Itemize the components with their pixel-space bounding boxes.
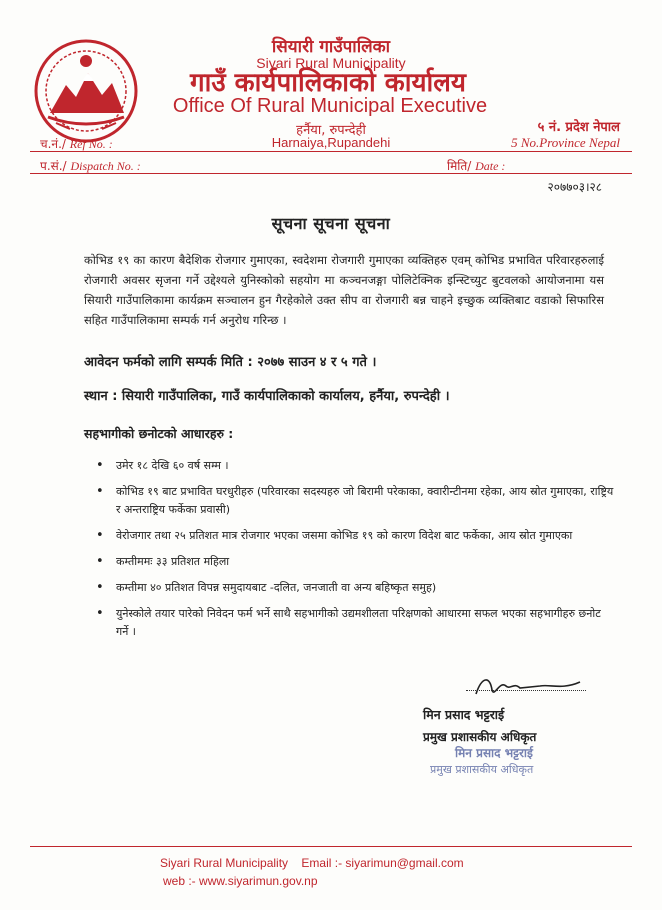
date-label-english: Date : [475, 159, 506, 173]
list-item: • कम्तीममः ३३ प्रतिशत महिला [96, 553, 616, 571]
date-label-nepali: मिति/ [447, 159, 472, 173]
dispatch-number-label [40, 157, 141, 174]
list-item: • वेरोजगार तथा २५ प्रतिशत मात्र रोजगार भएका जसमा कोभिड १९ को कारण विदेश बाट फर्केका, आय स्रोत गुमाएका [96, 527, 616, 545]
date-label [447, 157, 505, 174]
list-item: • कम्तीमा ४० प्रतिशत विपन्न समुदायबाट -दलित, जनजाती वा अन्य बहिष्कृत समुह) [96, 579, 616, 597]
footer-divider [30, 846, 632, 847]
letter-date: २०७७०३।२८ [547, 180, 602, 194]
signatory-title: प्रमुख प्रशासकीय अधिकृत [423, 730, 537, 744]
footer-email-link[interactable]: siyarimun@gmail.com [345, 856, 464, 870]
ref-label-english: Ref No. : [69, 137, 113, 151]
footer-contact [160, 856, 464, 870]
application-contact-line: आवेदन फर्मको लागि सम्पर्क मिति : २०७७ साउन ४ र ५ गते । [84, 355, 377, 370]
header-divider-bottom [30, 173, 632, 174]
municipality-emblem-logo [30, 35, 142, 147]
ref-label-nepali: च.नं./ [40, 137, 66, 151]
venue-line: स्थान : सियारी गाउँपालिका, गाउँ कार्यपालिकाको कार्यालय, हर्नैया, रुपन्देही । [84, 389, 450, 404]
stamp-title: प्रमुख प्रशासकीय अधिकृत [430, 763, 534, 776]
footer-email-label: Email :- [301, 856, 343, 870]
list-item: • युनेस्कोले तयार पारेको निवेदन फर्म भर्ने साथै सहभागीको उद्यमशीलता परिक्षणको आधारमा सफल भएका सहभागीहरु छनोट गर्ने । [96, 605, 616, 641]
footer-web [163, 874, 318, 888]
location-nepali: हर्नैया, रुपन्देही [296, 123, 366, 138]
office-name-english: Office Of Rural Municipal Executive [172, 95, 488, 117]
header-divider-top [30, 151, 632, 152]
handwritten-signature [470, 672, 590, 702]
municipality-name-english: Siyari Rural Municipality [256, 55, 406, 71]
footer-org: Siyari Rural Municipality [160, 856, 289, 870]
signatory-name: मिन प्रसाद भट्टराई [423, 707, 505, 722]
footer-web-label: web :- [163, 874, 196, 888]
location-english: Harnaiya,Rupandehi [271, 135, 391, 150]
ref-number-label [40, 135, 113, 152]
notice-title: सूचना सूचना सूचना [271, 214, 391, 233]
signature-line [466, 690, 586, 691]
stamp-name: मिन प्रसाद भट्टराई [455, 746, 533, 760]
list-item: • उमेर १८ देखि ६० वर्ष सम्म । [96, 457, 616, 475]
footer-web-link[interactable]: www.siyarimun.gov.np [199, 874, 318, 888]
dispatch-label-english: Dispatch No. : [70, 159, 141, 173]
province-nepali: ५ नं. प्रदेश नेपाल [537, 120, 620, 135]
province-english: 5 No.Province Nepal [511, 135, 620, 150]
list-item: • कोभिड १९ बाट प्रभावित घरधुरीहरु (परिवारका सदस्यहरु जो बिरामी परेकाका, क्वारीन्टीनमा रहेका, आय स्रोत गुमाएका, राष्ट्रिय र अन्तराष्ट्रिय फर्केका प्रवासी) [96, 483, 616, 519]
selection-criteria-heading: सहभागीको छनोटको आधारहरु : [84, 426, 234, 441]
dispatch-label-nepali: प.सं./ [40, 159, 67, 173]
notice-body: कोभिड १९ का कारण बैदेशिक रोजगार गुमाएका, स्वदेशमा रोजगारी गुमाएका व्यक्तिहरु एवम् कोभिड प्रभावित परिवारहरुलाई रोजगारी अवसर सृजना गर्ने उद्देश्यले युनिस्कोको सहयोग मा कञ्चनजङ्गा पोलिटेक्निक इन्स्टिच्युट बुटवलको आयोजनामा यस सियारी गाउँपालिकामा कार्यक्रम सञ्चालन हुन गैरहेकोले उक्त सीप वा रोजगारी बन्न चाहने इच्छुक व्यक्तिबाट वडाको सिफारिस सहित गाउँपालिकामा सम्पर्क गर्न अनुरोध गरिन्छ । [84, 253, 604, 327]
municipality-name-nepali: सियारी गाउँपालिका [271, 37, 391, 57]
selection-criteria-list [96, 457, 616, 649]
office-name-nepali: गाउँ कार्यपालिकाको कार्यालय [190, 68, 466, 98]
